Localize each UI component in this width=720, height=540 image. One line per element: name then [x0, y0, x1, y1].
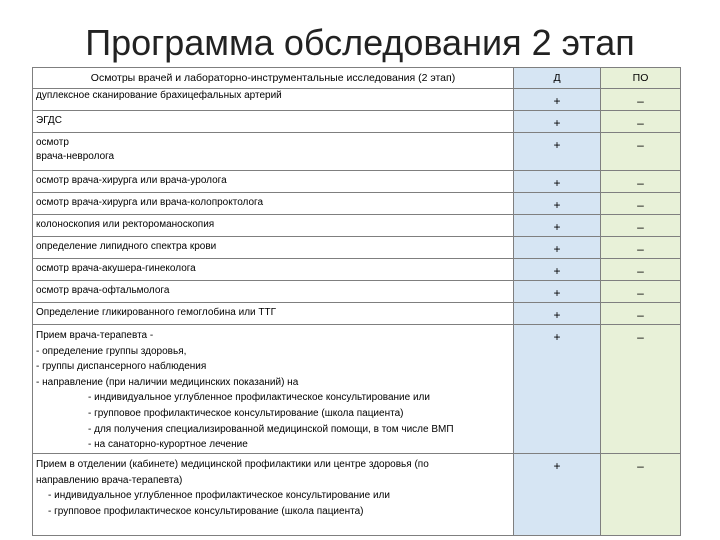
header-d: Д: [514, 68, 601, 89]
row-d-value: +: [553, 308, 561, 322]
table-row: [33, 133, 681, 171]
row-po-value: –: [637, 220, 644, 234]
row-d-value: +: [553, 220, 561, 234]
row-d-value: +: [553, 242, 561, 256]
row-text: - индивидуальное углубленное профилактическое консультирование или: [88, 392, 430, 404]
row-text: - на санаторно-курортное лечение: [88, 439, 248, 451]
row-text: осмотр врача-хирурга или врача-уролога: [36, 175, 227, 186]
table-row: [33, 215, 681, 237]
row-text: - определение группы здоровья,: [36, 345, 187, 357]
row-d-value: +: [553, 330, 561, 344]
row-text: врача-невролога: [36, 151, 115, 162]
table-row: [33, 303, 681, 325]
row-text: - для получения специализированной медицинской помощи, в том числе ВМП: [88, 423, 454, 435]
table-row: [33, 237, 681, 259]
row-d-value: +: [553, 286, 561, 300]
row-text: ЭГДС: [36, 115, 62, 126]
row-text: - индивидуальное углубленное профилактическое консультирование или: [48, 490, 390, 502]
table-row: [33, 325, 681, 454]
row-text: - групповое профилактическое консультирование (школа пациента): [88, 407, 404, 419]
row-d-value: +: [553, 176, 561, 190]
row-text: - направление (при наличии медицинских показаний) на: [36, 376, 299, 388]
row-po-value: –: [637, 459, 644, 473]
row-text: осмотр врача-акушера-гинеколога: [36, 263, 196, 274]
row-d-value: +: [553, 459, 561, 473]
row-d-value: +: [553, 94, 561, 108]
table-row: [33, 454, 681, 536]
header-po: ПО: [601, 68, 681, 89]
row-po-value: –: [637, 94, 644, 108]
table-row: [33, 281, 681, 303]
row-text: - групповое профилактическое консультирование (школа пациента): [48, 505, 364, 517]
page-title: Программа обследования 2 этап: [85, 22, 635, 63]
table-header-row: [33, 68, 681, 89]
row-text: осмотр врача-офтальмолога: [36, 285, 170, 296]
row-d-value: +: [553, 198, 561, 212]
row-po-value: –: [637, 116, 644, 130]
row-text: осмотр: [36, 137, 69, 148]
row-po-value: –: [637, 242, 644, 256]
row-d-value: +: [553, 116, 561, 130]
table-row: [33, 259, 681, 281]
row-d-value: +: [553, 138, 561, 152]
table-row: [33, 171, 681, 193]
row-text: Прием врача-терапевта -: [36, 330, 154, 341]
row-po-value: –: [637, 330, 644, 344]
row-text: - группы диспансерного наблюдения: [36, 361, 207, 373]
row-po-value: –: [637, 308, 644, 322]
row-po-value: –: [637, 176, 644, 190]
row-po-value: –: [637, 286, 644, 300]
row-po-value: –: [637, 264, 644, 278]
table-row: [33, 111, 681, 133]
header-exams: Осмотры врачей и лабораторно-инструментальные исследования (2 этап): [33, 68, 514, 89]
table-row: [33, 193, 681, 215]
row-text: колоноскопия или ректороманоскопия: [36, 219, 215, 230]
row-text: дуплексное сканирование брахицефальных артерий: [36, 90, 282, 101]
row-po-value: –: [637, 138, 644, 152]
row-text: направлению врача-терапевта): [36, 474, 183, 486]
table-row: [33, 89, 681, 111]
examination-table: [32, 67, 681, 536]
row-d-value: +: [553, 264, 561, 278]
row-text: Определение гликированного гемоглобина или ТТГ: [36, 307, 277, 318]
row-text: Прием в отделении (кабинете) медицинской профилактики или центре здоровья (по: [36, 459, 429, 470]
row-text: определение липидного спектра крови: [36, 241, 217, 252]
row-po-value: –: [637, 198, 644, 212]
row-text: осмотр врача-хирурга или врача-колопроктолога: [36, 197, 264, 208]
